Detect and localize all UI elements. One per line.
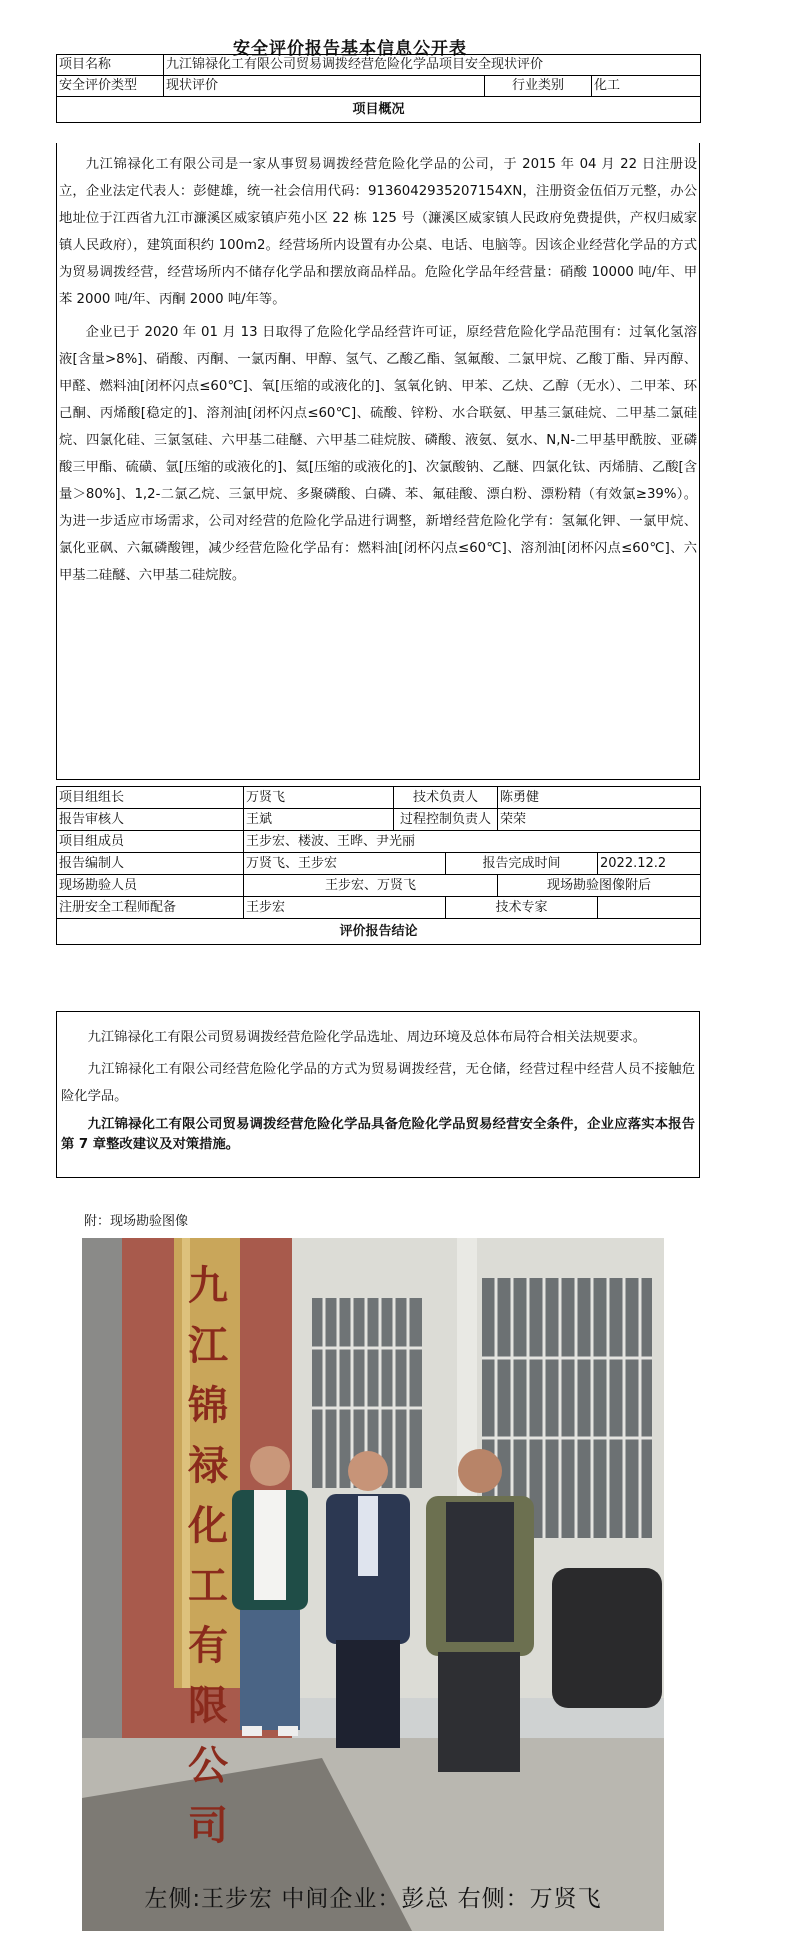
photo-scene	[82, 1238, 664, 1931]
tech-expert-label: 技术专家	[446, 897, 598, 919]
reviewer-label: 报告审核人	[57, 809, 244, 831]
industry-value: 化工	[592, 76, 701, 97]
person-middle	[326, 1451, 410, 1748]
eval-type-label: 安全评价类型	[57, 76, 164, 97]
overview-header: 项目概况	[57, 97, 701, 123]
compiler-label: 报告编制人	[57, 853, 244, 875]
project-name-label: 项目名称	[57, 55, 164, 76]
members-value: 王步宏、楼波、王晔、尹光丽	[244, 831, 701, 853]
tech-lead-value: 陈勇健	[498, 787, 701, 809]
overview-paragraph-1: 九江锦禄化工有限公司是一家从事贸易调拨经营危险化学品的公司，于 2015 年 04 月 22 日注册设立，企业法定代表人：彭健雄，统一社会信用代码：913604293520715‌4XN，注册资金伍佰万元整，办公地址位于江西省九江市濂溪区威家镇庐苑小区 22 栋 125 号（濂溪区威家镇人民政府免费提供，产权归威家镇人民政府），建筑面积约 100m2。经营场所内设置有办公桌、电话、电脑等。因该企业经营化学品的方式为贸易调拨经营，经营场所内不储存化学品和摆放商品样品。危险化学品年经营量：硝酸 10000 吨/年、甲苯 2000 吨/年、丙酮 2000 吨/年等。	[59, 157, 697, 307]
leader-label: 项目组组长	[57, 787, 244, 809]
conclusion-paragraph-3: 九江锦禄化工有限公司贸易调拨经营危险化学品具备危险化学品贸易经营安全条件，企业应落实本报告第 7 章整改建议及对策措施。	[61, 1117, 695, 1152]
document-title: 安全评价报告基本信息公开表	[233, 39, 467, 59]
person-right	[426, 1449, 534, 1772]
photo-caption: 左侧:王步宏 中间企业：彭总 右侧：万贤飞	[144, 1886, 602, 1912]
safety-engineer-label: 注册安全工程师配备	[57, 897, 244, 919]
site-inspection-photo	[82, 1238, 664, 1931]
conclusion-section	[56, 1011, 700, 1178]
industry-label: 行业类别	[485, 76, 592, 97]
conclusion-paragraph-2: 九江锦禄化工有限公司经营危险化学品的方式为贸易调拨经营，无仓储，经营过程中经营人员不接触危险化学品。	[61, 1062, 695, 1104]
tech-lead-label: 技术负责人	[394, 787, 498, 809]
completion-label: 报告完成时间	[446, 853, 598, 875]
inspector-value: 王步宏、万贤飞	[244, 875, 498, 897]
overview-paragraph-2: 企业已于 2020 年 01 月 13 日取得了危险化学品经营许可证，原经营危险化学品范围有：过氧化氢溶液[含量>8%]、硝酸、丙酮、一氯丙酮、甲醇、氢气、乙酸乙酯、氢氟酸、二氯甲烷、乙酸丁酯、异丙醇、甲醛、燃料油[闭杯闪点≤60℃]、氧[压缩的或液化的]、氢氧化钠、甲苯、乙炔、乙醇（无水）、二甲苯、环己酮、丙烯酸[稳定的]、溶剂油[闭杯闪点≤60℃]、硫酸、锌粉、水合联氨、甲基三氯硅烷、二甲基二氯硅烷、四氯化硅、三氯氢硅、六甲基二硅醚、六甲基二硅烷胺、磷酸、液氨、氨水、N,N-二甲基甲酰胺、亚磷酸三甲酯、硫磺、氩[压缩的或液化的]、氦[压缩的或液化的]、次氯酸钠、乙醚、四氯化钛、丙烯腈、乙酸[含量＞80%]、1,2-二氯乙烷、三氯甲烷、多聚磷酸、白磷、苯、氟硅酸、漂白粉、漂粉精（有效氯≥39%）。为进一步适应市场需求，公司对经营的危险化学品进行调整，新增经营危险化学有：氢氟化钾、一氯甲烷、氯化亚砜、六氟磷酸锂，减少经营危险化学品有：燃料油[闭杯闪点≤60℃]、溶剂油[闭杯闪点≤60℃]、六甲基二硅醚、六甲基二硅烷胺。	[59, 325, 697, 583]
compiler-value: 万贤飞、王步宏	[244, 853, 446, 875]
inspector-label: 现场勘验人员	[57, 875, 244, 897]
tech-expert-value	[598, 897, 701, 919]
leader-value: 万贤飞	[244, 787, 394, 809]
appendix-label: 附：现场勘验图像	[84, 1214, 189, 1229]
team-table	[56, 786, 701, 945]
eval-type-value: 现状评价	[164, 76, 485, 97]
inspection-photo-label: 现场勘验图像附后	[498, 875, 701, 897]
basic-info-table	[56, 54, 701, 123]
process-lead-label: 过程控制负责人	[394, 809, 498, 831]
conclusion-paragraph-1: 九江锦禄化工有限公司贸易调拨经营危险化学品选址、周边环境及总体布局符合相关法规要求。	[87, 1030, 647, 1045]
members-label: 项目组成员	[57, 831, 244, 853]
safety-engineer-value: 王步宏	[244, 897, 446, 919]
completion-value: 2022.12.2	[598, 853, 701, 875]
project-name-value: 九江锦禄化工有限公司贸易调拨经营危险化学品项目安全现状评价	[164, 55, 701, 76]
reviewer-value: 王斌	[244, 809, 394, 831]
sign-text: 九江锦禄化工有限公司	[188, 1262, 228, 1849]
overview-section	[56, 143, 700, 780]
process-lead-value: 荣荣	[498, 809, 701, 831]
conclusion-header: 评价报告结论	[57, 919, 701, 945]
